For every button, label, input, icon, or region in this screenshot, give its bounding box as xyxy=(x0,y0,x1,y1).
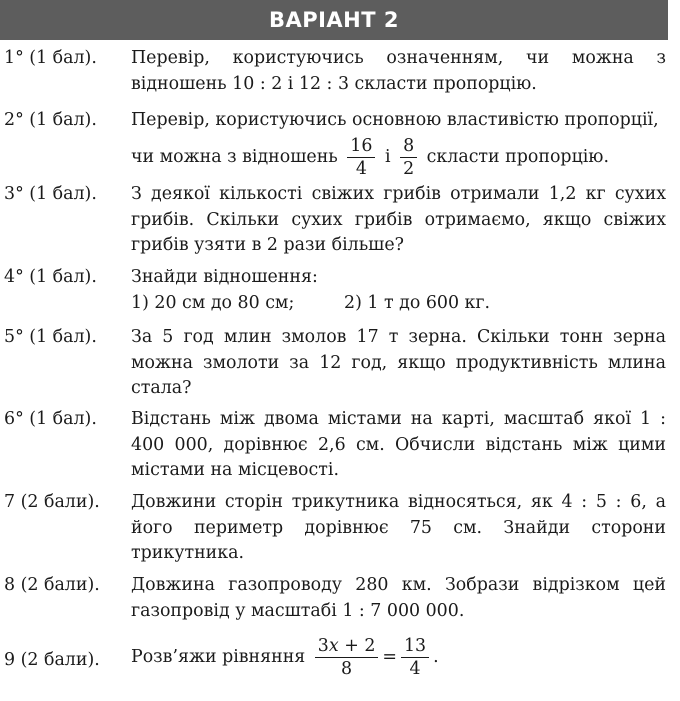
task-text: З деякої кількості свіжих грибів отримали 1,2 кг сухих грибів. Скільки сухих грибів отримаємо, якщо свіжих грибів узяти в 2 рази більше? xyxy=(131,184,666,255)
task-text xyxy=(131,108,666,179)
option-1: 1) 20 см до 80 см; xyxy=(131,292,295,313)
fraction-numerator xyxy=(315,636,379,658)
fraction-13-4 xyxy=(401,636,429,679)
option-2: 2) 1 т до 600 кг. xyxy=(344,292,491,313)
text-fragment: . xyxy=(433,647,439,668)
task-text-equation xyxy=(131,636,666,679)
task-text: Довжини сторін трикутника відносяться, як 4 : 5 : 6, а його периметр дорівнює 75 см. Знайди сторони трикутника. xyxy=(131,492,666,563)
fraction-3x-plus-2-over-8 xyxy=(315,636,379,679)
text-fragment: скласти пропорцію. xyxy=(426,146,609,167)
task-number: 9 (2 бали). xyxy=(4,650,100,670)
fraction-numerator: 8 xyxy=(400,136,417,158)
task-number: 2° (1 бал). xyxy=(4,110,97,130)
task-number: 1° (1 бал). xyxy=(4,48,97,68)
fraction-denominator: 8 xyxy=(341,659,353,680)
task-text: Перевір, користуючись означенням, чи можна з відношень 10 : 2 і 12 : 3 скласти пропорцію. xyxy=(131,48,666,94)
task-number: 6° (1 бал). xyxy=(4,409,97,429)
fraction-numerator: 13 xyxy=(401,636,429,658)
task-text: Відстань між двома містами на карті, масштаб якої 1 : 400 000, дорівнює 2,6 см. Обчисли відстань між цими містами на місцевості. xyxy=(131,409,666,480)
fraction-16-4 xyxy=(347,136,375,179)
fraction-denominator: 2 xyxy=(403,158,415,179)
constant-term: + 2 xyxy=(338,636,376,656)
coefficient: 3 xyxy=(317,636,329,656)
text-fragment: Розв’яжи рівняння xyxy=(131,647,306,668)
variant-header xyxy=(0,0,668,40)
task-number: 7 (2 бали). xyxy=(4,492,100,512)
text-fragment: і xyxy=(384,146,391,167)
task-text: Довжина газопроводу 280 км. Зобрази відрізком цей газопровід у масштабі 1 : 7 000 000. xyxy=(131,575,666,621)
equals-sign: = xyxy=(382,647,397,668)
task-number: 5° (1 бал). xyxy=(4,327,97,347)
fraction-denominator: 4 xyxy=(355,158,367,179)
fraction-denominator: 4 xyxy=(409,659,421,680)
task-line-fractions xyxy=(131,136,666,179)
fraction-8-2 xyxy=(400,136,417,179)
task-number: 3° (1 бал). xyxy=(4,184,97,204)
text-fragment: чи можна з відношень xyxy=(131,146,338,167)
task-number: 4° (1 бал). xyxy=(4,267,97,287)
fraction-numerator: 16 xyxy=(347,136,375,158)
variable: x xyxy=(328,636,339,656)
task-options xyxy=(131,291,666,316)
task-line: Перевір, користуючись основною властивістю пропорції, xyxy=(131,110,659,130)
task-text: За 5 год млин змолов 17 т зерна. Скільки тонн зерна можна змолоти за 12 год, якщо продуктивність млина стала? xyxy=(131,327,666,398)
variant-title: ВАРІАНТ 2 xyxy=(268,8,400,32)
task-text xyxy=(131,265,666,316)
task-line: Знайди відношення: xyxy=(131,267,318,287)
task-number: 8 (2 бали). xyxy=(4,575,100,595)
